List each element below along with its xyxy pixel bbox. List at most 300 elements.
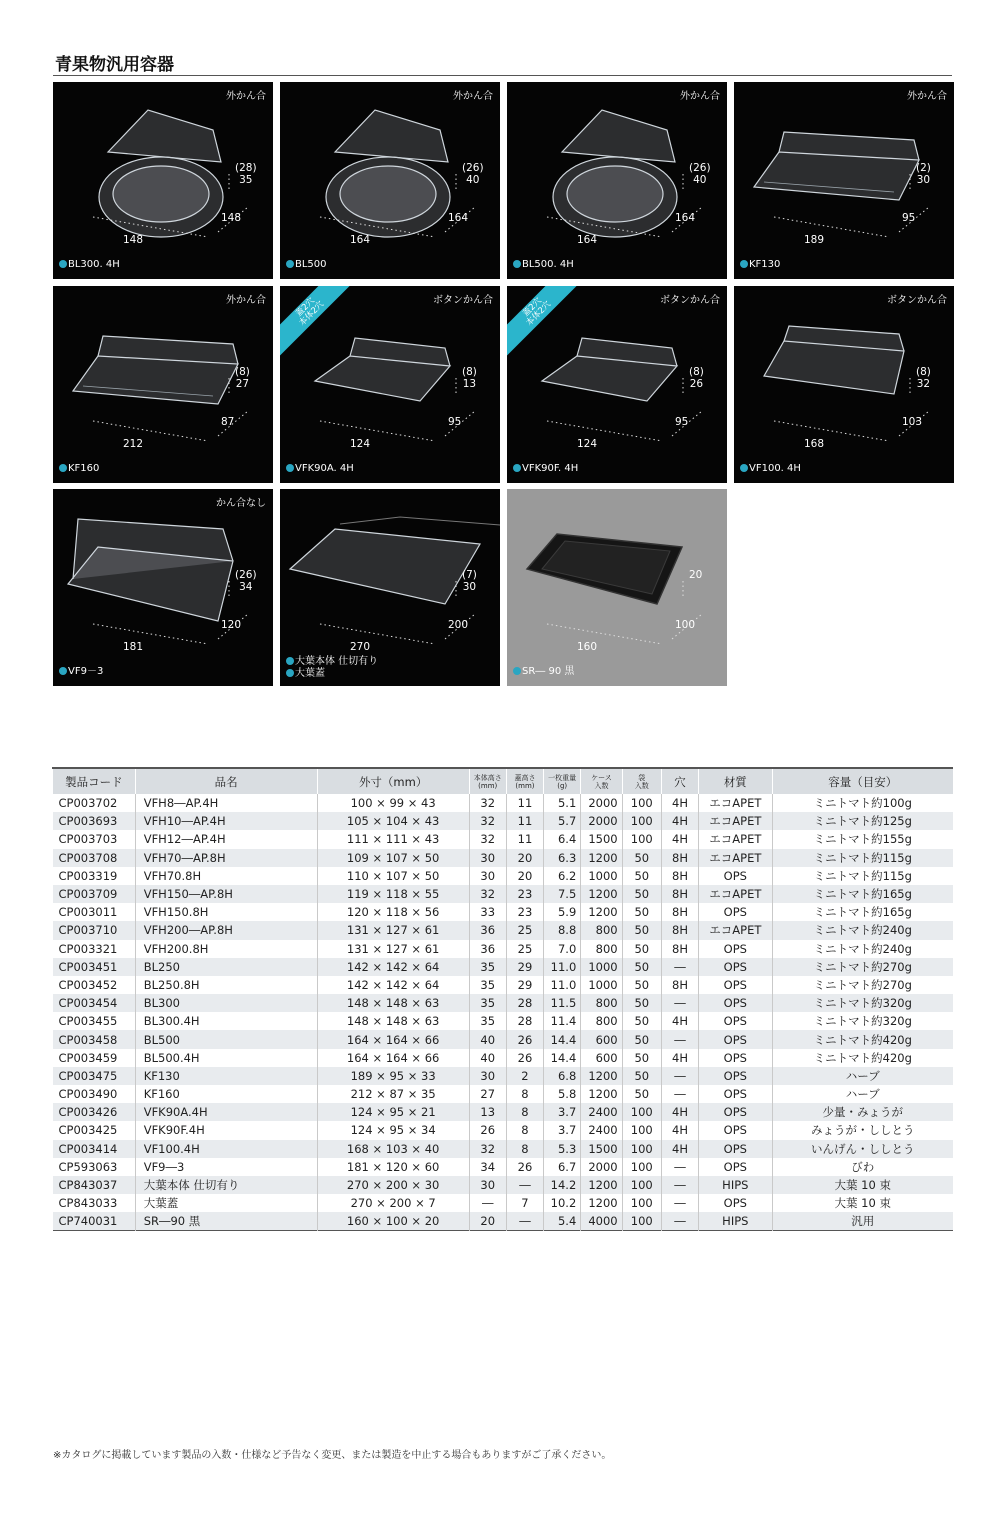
product-code-text: BL500. 4H — [522, 259, 574, 270]
table-cell: ミニトマト約240g — [772, 940, 953, 958]
height-dimension: (8) 27 — [235, 366, 250, 390]
depth-dimension: 95 — [448, 416, 462, 428]
table-cell: 270 × 200 × 7 — [317, 1194, 469, 1212]
depth-dimension: 148 — [221, 212, 242, 224]
table-cell: エコAPET — [699, 830, 772, 848]
table-cell: 189 × 95 × 33 — [317, 1067, 469, 1085]
table-cell: ― — [661, 1212, 698, 1230]
table-cell: 32 — [469, 1140, 506, 1158]
table-cell: 26 — [506, 1030, 543, 1048]
table-cell: いんげん・ししとう — [772, 1140, 953, 1158]
table-cell: ミニトマト約115g — [772, 849, 953, 867]
product-code-text: VF9－3 — [68, 666, 104, 677]
table-cell: ミニトマト約165g — [772, 885, 953, 903]
product-tile — [280, 286, 500, 483]
table-cell: 10.2 — [544, 1194, 581, 1212]
table-cell: 23 — [506, 903, 543, 921]
table-cell: 100 — [622, 1176, 661, 1194]
table-cell: 1200 — [581, 1067, 622, 1085]
table-cell: 大葉本体 仕切有り — [135, 1176, 317, 1194]
width-dimension: 270 — [350, 641, 371, 653]
fit-type-label: ボタンかん合 — [433, 295, 493, 306]
table-cell: 6.3 — [544, 849, 581, 867]
product-code-label — [513, 666, 574, 678]
product-code-text: 大葉本体 仕切有り — [295, 656, 379, 667]
table-cell: 8H — [661, 976, 698, 994]
table-cell: ハーブ — [772, 1085, 953, 1103]
vent-hole-ribbon: 蓋2穴 本体2穴 — [507, 286, 583, 358]
table-cell: エコAPET — [699, 921, 772, 939]
table-cell: 50 — [622, 921, 661, 939]
table-cell: 14.4 — [544, 1030, 581, 1048]
table-cell: VFH70―AP.8H — [135, 849, 317, 867]
product-code-text: VF100. 4H — [749, 463, 801, 474]
table-cell: 30 — [469, 849, 506, 867]
table-cell: VFH8―AP.4H — [135, 794, 317, 812]
table-cell: 600 — [581, 1049, 622, 1067]
product-tile — [734, 286, 954, 483]
table-cell: 168 × 103 × 40 — [317, 1140, 469, 1158]
table-cell: ミニトマト約420g — [772, 1030, 953, 1048]
table-cell: 11.5 — [544, 994, 581, 1012]
table-cell: 142 × 142 × 64 — [317, 976, 469, 994]
table-cell: 8.8 — [544, 921, 581, 939]
height-dimension: (2) 30 — [916, 162, 931, 186]
product-code-label — [513, 259, 574, 271]
table-cell: ミニトマト約270g — [772, 976, 953, 994]
table-cell: ミニトマト約100g — [772, 794, 953, 812]
table-cell: 11 — [506, 812, 543, 830]
table-cell: 25 — [506, 940, 543, 958]
table-cell: 26 — [506, 1049, 543, 1067]
table-cell: 50 — [622, 1067, 661, 1085]
table-cell: CP003475 — [58, 1068, 118, 1083]
table-cell: 5.8 — [544, 1085, 581, 1103]
bullet-dot-icon — [59, 667, 67, 675]
table-cell: 50 — [622, 1085, 661, 1103]
table-cell: ミニトマト約320g — [772, 1012, 953, 1030]
height-dimension: (8) 26 — [689, 366, 704, 390]
table-cell: 124 × 95 × 21 — [317, 1103, 469, 1121]
table-row — [53, 1140, 954, 1158]
table-cell: 35 — [469, 1012, 506, 1030]
table-cell: VFH150.8H — [135, 903, 317, 921]
table-cell: 14.2 — [544, 1176, 581, 1194]
table-row — [53, 812, 954, 830]
table-cell: CP593063 — [58, 1159, 118, 1174]
table-cell: ― — [661, 1085, 698, 1103]
table-cell: 4H — [661, 812, 698, 830]
table-row — [53, 1067, 954, 1085]
table-cell: 8H — [661, 867, 698, 885]
table-cell: 33 — [469, 903, 506, 921]
table-cell: エコAPET — [699, 849, 772, 867]
table-cell: VFK90F.4H — [135, 1121, 317, 1139]
table-cell: 100 — [622, 1103, 661, 1121]
table-cell: 124 × 95 × 34 — [317, 1121, 469, 1139]
bullet-dot-icon — [59, 260, 67, 268]
table-cell: 35 — [469, 994, 506, 1012]
table-cell: 36 — [469, 921, 506, 939]
table-cell: 8H — [661, 921, 698, 939]
table-cell: 35 — [469, 976, 506, 994]
table-cell: エコAPET — [699, 812, 772, 830]
table-cell: ミニトマト約115g — [772, 867, 953, 885]
table-cell: VFH200―AP.8H — [135, 921, 317, 939]
table-cell: 4H — [661, 1140, 698, 1158]
column-header: 穴 — [661, 768, 698, 794]
table-row — [53, 1012, 954, 1030]
table-cell: KF160 — [135, 1085, 317, 1103]
table-cell: ― — [469, 1194, 506, 1212]
table-row — [53, 921, 954, 939]
fit-type-label: 外かん合 — [680, 91, 720, 102]
table-cell: 13 — [469, 1103, 506, 1121]
table-cell: 大葉 10 束 — [772, 1194, 953, 1212]
depth-dimension: 95 — [675, 416, 689, 428]
table-cell: BL500.4H — [135, 1049, 317, 1067]
table-cell: HIPS — [699, 1212, 772, 1230]
table-cell: 50 — [622, 849, 661, 867]
height-dimension: (28) 35 — [235, 162, 257, 186]
table-cell: 29 — [506, 976, 543, 994]
table-cell: 11.4 — [544, 1012, 581, 1030]
product-code-text: VFK90F. 4H — [522, 463, 579, 474]
column-header: 本体高さ (mm) — [469, 768, 506, 794]
table-cell: 100 — [622, 794, 661, 812]
column-header: ケース 入数 — [581, 768, 622, 794]
table-row — [53, 903, 954, 921]
table-header-row — [53, 768, 954, 794]
table-cell: 800 — [581, 994, 622, 1012]
bullet-dot-icon — [740, 260, 748, 268]
fit-type-label: かん合なし — [216, 498, 266, 509]
table-row — [53, 940, 954, 958]
table-cell: 大葉 10 束 — [772, 1176, 953, 1194]
table-cell: 40 — [469, 1049, 506, 1067]
table-cell: 3.7 — [544, 1121, 581, 1139]
table-cell: 270 × 200 × 30 — [317, 1176, 469, 1194]
table-cell: 32 — [469, 830, 506, 848]
bullet-dot-icon — [740, 464, 748, 472]
table-row — [53, 1085, 954, 1103]
table-cell: 4H — [661, 1121, 698, 1139]
table-cell: エコAPET — [699, 885, 772, 903]
footnote: ※カタログに掲載しています製品の入数・仕様など予告なく変更、または製造を中止する場合もありますがご了承ください。 — [53, 1450, 612, 1461]
table-cell: ― — [661, 1030, 698, 1048]
table-cell: 50 — [622, 994, 661, 1012]
table-cell: CP003710 — [58, 923, 118, 938]
table-cell: 6.2 — [544, 867, 581, 885]
table-row — [53, 1194, 954, 1212]
table-cell: エコAPET — [699, 794, 772, 812]
table-cell: 50 — [622, 1030, 661, 1048]
fit-type-label: ボタンかん合 — [887, 295, 947, 306]
table-cell: 32 — [469, 812, 506, 830]
table-cell: BL250.8H — [135, 976, 317, 994]
table-cell: 100 — [622, 1140, 661, 1158]
table-cell: ミニトマト約125g — [772, 812, 953, 830]
table-cell: OPS — [699, 940, 772, 958]
table-row — [53, 1158, 954, 1176]
table-cell: ミニトマト約320g — [772, 994, 953, 1012]
table-cell: ミニトマト約155g — [772, 830, 953, 848]
column-header: 外寸（mm） — [317, 768, 469, 794]
table-cell: BL300 — [135, 994, 317, 1012]
table-cell: OPS — [699, 867, 772, 885]
table-cell: みょうが・ししとう — [772, 1121, 953, 1139]
width-dimension: 164 — [350, 234, 371, 246]
table-cell: 8H — [661, 903, 698, 921]
title-rule — [53, 75, 952, 76]
table-cell: びわ — [772, 1158, 953, 1176]
table-cell: 120 × 118 × 56 — [317, 903, 469, 921]
table-cell: CP003703 — [58, 832, 118, 847]
table-cell: 148 × 148 × 63 — [317, 1012, 469, 1030]
table-cell: CP003693 — [58, 814, 118, 829]
table-cell: CP843037 — [58, 1178, 118, 1193]
product-tile — [280, 82, 500, 279]
table-cell: 1200 — [581, 1176, 622, 1194]
table-cell: 100 × 99 × 43 — [317, 794, 469, 812]
product-code-text: 大葉蓋 — [295, 668, 325, 679]
table-cell: 少量・みょうが — [772, 1103, 953, 1121]
table-cell: CP003702 — [58, 796, 118, 811]
table-cell: ― — [506, 1176, 543, 1194]
column-header: 材質 — [699, 768, 772, 794]
product-code-text: SR― 90 黒 — [522, 666, 575, 677]
table-cell: 36 — [469, 940, 506, 958]
table-cell: CP003709 — [58, 887, 118, 902]
table-cell: 2000 — [581, 1158, 622, 1176]
table-cell: 25 — [506, 921, 543, 939]
table-cell: 142 × 142 × 64 — [317, 958, 469, 976]
table-cell: CP003452 — [58, 977, 118, 992]
table-cell: 11 — [506, 830, 543, 848]
table-cell: CP843033 — [58, 1196, 118, 1211]
table-cell: 5.3 — [544, 1140, 581, 1158]
table-cell: OPS — [699, 1103, 772, 1121]
table-cell: 大葉蓋 — [135, 1194, 317, 1212]
table-cell: 181 × 120 × 60 — [317, 1158, 469, 1176]
table-cell: 105 × 104 × 43 — [317, 812, 469, 830]
depth-dimension: 103 — [902, 416, 923, 428]
width-dimension: 168 — [804, 438, 825, 450]
table-cell: CP003459 — [58, 1050, 118, 1065]
product-tile — [53, 82, 273, 279]
table-cell: 800 — [581, 921, 622, 939]
table-cell: 34 — [469, 1158, 506, 1176]
product-code-text: BL500 — [295, 259, 327, 270]
table-cell: 800 — [581, 940, 622, 958]
table-cell: 8 — [506, 1121, 543, 1139]
depth-dimension: 95 — [902, 212, 916, 224]
table-row — [53, 1049, 954, 1067]
table-cell: 1200 — [581, 903, 622, 921]
column-header: 袋 入数 — [622, 768, 661, 794]
table-cell: VFK90A.4H — [135, 1103, 317, 1121]
table-row — [53, 830, 954, 848]
table-row — [53, 1176, 954, 1194]
table-cell: 40 — [469, 1030, 506, 1048]
table-cell: 35 — [469, 958, 506, 976]
table-cell: 50 — [622, 1049, 661, 1067]
table-cell: 11.0 — [544, 958, 581, 976]
table-cell: 1200 — [581, 1194, 622, 1212]
spec-table — [52, 767, 953, 1231]
table-cell: 100 — [622, 1121, 661, 1139]
table-cell: 50 — [622, 958, 661, 976]
table-cell: 1500 — [581, 830, 622, 848]
width-dimension: 160 — [577, 641, 598, 653]
table-cell: BL300.4H — [135, 1012, 317, 1030]
product-tile — [507, 286, 727, 483]
product-tile — [280, 489, 500, 686]
table-cell: OPS — [699, 1030, 772, 1048]
table-cell: ― — [661, 1067, 698, 1085]
table-cell: 164 × 164 × 66 — [317, 1030, 469, 1048]
table-cell: 800 — [581, 1012, 622, 1030]
width-dimension: 189 — [804, 234, 825, 246]
bullet-dot-icon — [513, 464, 521, 472]
table-cell: CP003454 — [58, 996, 118, 1011]
table-cell: 148 × 148 × 63 — [317, 994, 469, 1012]
width-dimension: 148 — [123, 234, 144, 246]
bullet-dot-icon — [59, 464, 67, 472]
table-cell: OPS — [699, 1085, 772, 1103]
table-row — [53, 994, 954, 1012]
table-row — [53, 1030, 954, 1048]
table-cell: 212 × 87 × 35 — [317, 1085, 469, 1103]
fit-type-label: ボタンかん合 — [660, 295, 720, 306]
table-cell: 30 — [469, 867, 506, 885]
table-cell: CP003708 — [58, 850, 118, 865]
fit-type-label: 外かん合 — [453, 91, 493, 102]
table-cell: 100 — [622, 1212, 661, 1230]
table-cell: 8H — [661, 885, 698, 903]
column-header: 品名 — [135, 768, 317, 794]
table-cell: ミニトマト約270g — [772, 958, 953, 976]
table-cell: OPS — [699, 1140, 772, 1158]
table-cell: 32 — [469, 885, 506, 903]
product-code-text: KF130 — [749, 259, 781, 270]
product-code-text: VFK90A. 4H — [295, 463, 354, 474]
table-cell: 50 — [622, 940, 661, 958]
product-code-label — [59, 463, 99, 475]
table-cell: 26 — [469, 1121, 506, 1139]
product-code-label — [286, 656, 378, 680]
table-cell: OPS — [699, 976, 772, 994]
table-cell: ハーブ — [772, 1067, 953, 1085]
product-code-label — [513, 463, 578, 475]
product-tile — [507, 489, 727, 686]
table-cell: OPS — [699, 1158, 772, 1176]
table-cell: CP003319 — [58, 868, 118, 883]
height-dimension: (8) 32 — [916, 366, 931, 390]
table-cell: SR―90 黒 — [135, 1212, 317, 1230]
table-cell: 4H — [661, 830, 698, 848]
depth-dimension: 164 — [448, 212, 469, 224]
table-cell: 8 — [506, 1103, 543, 1121]
table-cell: 600 — [581, 1030, 622, 1048]
table-cell: 50 — [622, 885, 661, 903]
table-cell: 6.7 — [544, 1158, 581, 1176]
table-cell: 8H — [661, 849, 698, 867]
product-code-text: KF160 — [68, 463, 100, 474]
table-cell: VFH150―AP.8H — [135, 885, 317, 903]
table-cell: ― — [661, 1176, 698, 1194]
table-cell: VFH70.8H — [135, 867, 317, 885]
table-cell: OPS — [699, 994, 772, 1012]
table-cell: 131 × 127 × 61 — [317, 921, 469, 939]
table-cell: 3.7 — [544, 1103, 581, 1121]
table-cell: 32 — [469, 794, 506, 812]
table-cell: ― — [661, 1194, 698, 1212]
width-dimension: 124 — [577, 438, 598, 450]
table-cell: 1000 — [581, 958, 622, 976]
table-cell: CP740031 — [58, 1214, 118, 1229]
table-cell: 164 × 164 × 66 — [317, 1049, 469, 1067]
table-row — [53, 976, 954, 994]
table-cell: CP003455 — [58, 1014, 118, 1029]
table-cell: CP003321 — [58, 941, 118, 956]
table-cell: 5.1 — [544, 794, 581, 812]
bullet-dot-icon — [286, 657, 294, 665]
section-title: 青果物汎用容器 — [55, 55, 174, 75]
table-row — [53, 885, 954, 903]
table-cell: VF100.4H — [135, 1140, 317, 1158]
table-cell: CP003426 — [58, 1105, 118, 1120]
table-cell: 11 — [506, 794, 543, 812]
table-cell: OPS — [699, 1012, 772, 1030]
table-cell: 1000 — [581, 867, 622, 885]
table-cell: 7.5 — [544, 885, 581, 903]
table-row — [53, 1103, 954, 1121]
table-cell: OPS — [699, 1194, 772, 1212]
table-cell: 1200 — [581, 849, 622, 867]
table-cell: 1200 — [581, 1085, 622, 1103]
fit-type-label: 外かん合 — [907, 91, 947, 102]
table-cell: 8 — [506, 1085, 543, 1103]
table-cell: 2400 — [581, 1121, 622, 1139]
table-cell: 23 — [506, 885, 543, 903]
table-cell: 109 × 107 × 50 — [317, 849, 469, 867]
table-row — [53, 958, 954, 976]
bullet-dot-icon — [513, 260, 521, 268]
table-cell: OPS — [699, 1121, 772, 1139]
table-cell: 26 — [506, 1158, 543, 1176]
table-cell: 20 — [506, 867, 543, 885]
table-cell: 27 — [469, 1085, 506, 1103]
product-code-text: BL300. 4H — [68, 259, 120, 270]
column-header: 一枚重量 (g) — [544, 768, 581, 794]
depth-dimension: 200 — [448, 619, 469, 631]
depth-dimension: 120 — [221, 619, 242, 631]
width-dimension: 124 — [350, 438, 371, 450]
table-cell: 5.4 — [544, 1212, 581, 1230]
vent-hole-ribbon: 蓋2穴 本体2穴 — [280, 286, 356, 358]
table-cell: CP003451 — [58, 959, 118, 974]
table-cell: 1000 — [581, 976, 622, 994]
table-cell: OPS — [699, 903, 772, 921]
height-dimension: 20 — [689, 569, 703, 581]
bullet-dot-icon — [286, 669, 294, 677]
table-cell: CP003425 — [58, 1123, 118, 1138]
bullet-dot-icon — [286, 464, 294, 472]
table-cell: ― — [661, 958, 698, 976]
table-cell: 4H — [661, 1049, 698, 1067]
table-cell: 2000 — [581, 794, 622, 812]
